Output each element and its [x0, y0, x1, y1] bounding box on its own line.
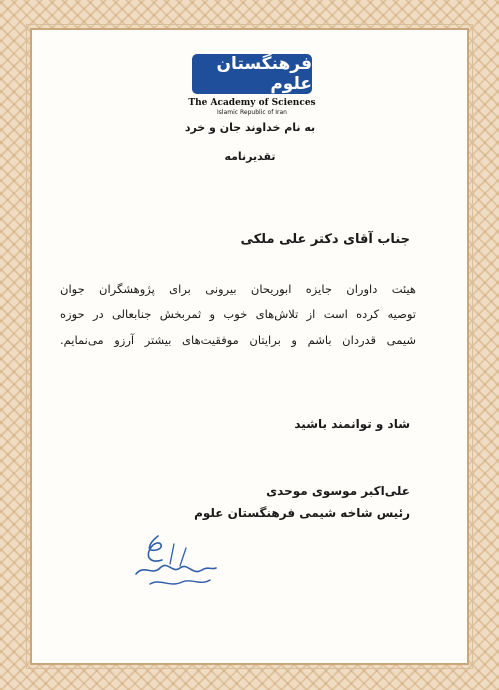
logo-subtitle-country: Islamic Republic of Iran	[217, 109, 287, 116]
signatory-role: رئیس شاخه شیمی فرهنگستان علوم	[194, 506, 410, 520]
closing-line: شاد و توانمند باشید	[294, 417, 410, 431]
logo-subtitle: The Academy of Sciences	[188, 98, 316, 108]
handwritten-signature	[130, 530, 220, 592]
logo-name: فرهنگستان علوم	[216, 54, 312, 94]
signatory-name: علی‌اکبر موسوی موحدی	[266, 484, 410, 498]
body-line: توصیه کرده است از تلاش‌های خوب و ثمربخش جنابعالی در حوزه	[60, 307, 416, 321]
body-line: هیئت داوران جایزه ابوریحان بیرونی برای پژوهشگران جوان	[60, 282, 416, 296]
body-line: شیمی قدردان باشم و برایتان موفقیت‌های بیشتر آرزو می‌نمایم.	[60, 333, 416, 347]
invocation: به نام خداوند جان و خرد	[184, 121, 316, 134]
salutation: جناب آقای دکتر علی ملکی	[240, 232, 410, 247]
academy-logo	[192, 54, 312, 94]
document-title: تقدیرنامه	[224, 150, 276, 163]
